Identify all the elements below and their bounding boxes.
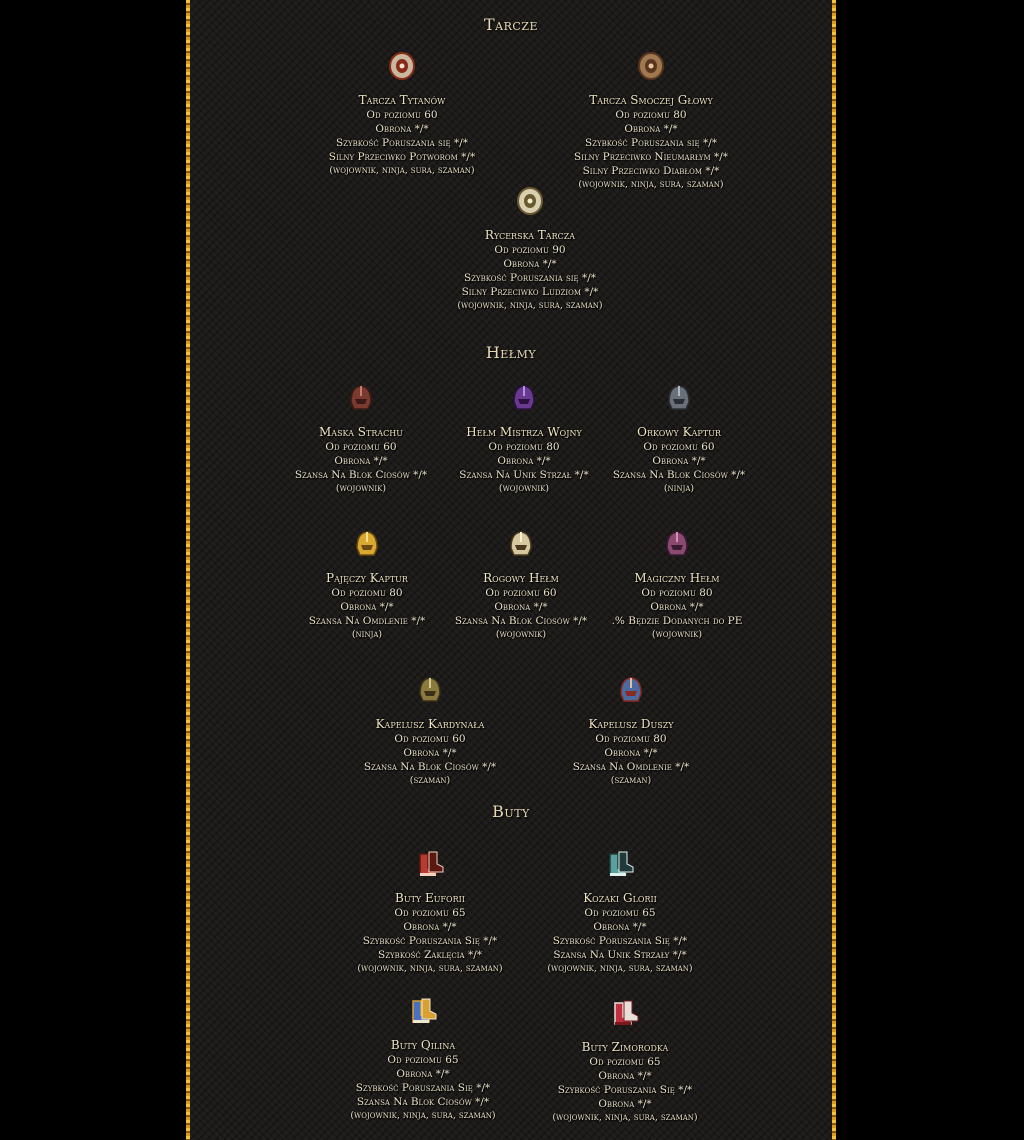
item-stat: Szansa Na Unik Strzały */*	[553, 949, 687, 961]
item-stat: Od poziomu 60	[366, 109, 438, 121]
item-classes: (wojownik, ninja, sura, szaman)	[552, 1112, 698, 1123]
euphoria-boots-icon	[414, 848, 446, 880]
item-name: Kapelusz Duszy	[588, 717, 674, 731]
item-stat: Od poziomu 80	[488, 441, 560, 453]
item-classes: (wojownik)	[651, 629, 703, 640]
item-stat: Szybkość Poruszania się */*	[584, 137, 718, 149]
item-card[interactable]	[505, 997, 745, 1125]
item-classes: (wojownik)	[498, 483, 550, 494]
item-stat: Obrona */*	[604, 747, 658, 759]
item-name: Orkowy Kaptur	[637, 425, 721, 439]
item-name: Kapelusz Kardynała	[375, 717, 485, 731]
item-stat: Od poziomu 80	[615, 109, 687, 121]
item-stat: Silny Przeciwko Potworom */*	[328, 151, 476, 163]
item-name: Kozaki Glorii	[583, 891, 657, 905]
item-stat: Szansa Na Omdlenie */*	[572, 761, 690, 773]
item-classes: (wojownik, ninja, sura, szaman)	[578, 179, 724, 190]
orc-hood-icon	[663, 382, 695, 414]
item-stat: .% Będzie Dodanych do PE	[611, 615, 743, 627]
item-stat: Szybkość Poruszania Się */*	[362, 935, 498, 947]
item-stat: Silny Przeciwko Diabłom */*	[582, 165, 720, 177]
item-card[interactable]	[282, 50, 522, 178]
section-title-shields: Tarcze	[484, 15, 538, 34]
item-card[interactable]	[557, 528, 797, 642]
cardinal-hat-icon	[414, 674, 446, 706]
item-name: Rogowy Hełm	[483, 571, 559, 585]
item-classes: (wojownik, ninja, sura, szaman)	[329, 165, 475, 176]
item-name: Rycerska Tarcza	[484, 228, 576, 242]
item-name: Buty Zimorodka	[581, 1040, 669, 1054]
item-stat: Obrona */*	[396, 1068, 450, 1080]
item-classes: (ninja)	[351, 629, 383, 640]
item-card[interactable]	[500, 848, 740, 976]
item-classes: (wojownik, ninja, sura, szaman)	[350, 1110, 496, 1121]
item-name: Buty Qilina	[390, 1038, 456, 1052]
item-card[interactable]	[559, 382, 799, 496]
item-stat: Od poziomu 90	[494, 244, 566, 256]
titan-shield-icon	[386, 50, 418, 82]
item-stat: Obrona */*	[375, 123, 429, 135]
soul-hat-icon	[615, 674, 647, 706]
qilin-boots-icon	[407, 995, 439, 1027]
item-stat: Od poziomu 80	[595, 733, 667, 745]
item-name: Tarcza Tytanów	[358, 93, 446, 107]
item-stat: Obrona */*	[650, 601, 704, 613]
item-stat: Szybkość Poruszania Się */*	[355, 1082, 491, 1094]
item-stat: Od poziomu 65	[584, 907, 656, 919]
warmaster-helmet-icon	[508, 382, 540, 414]
item-stat: Od poziomu 80	[641, 587, 713, 599]
item-stat: Szybkość Poruszania Się */*	[552, 935, 688, 947]
item-name: Maska Strachu	[319, 425, 403, 439]
item-stat: Obrona */*	[403, 747, 457, 759]
gold-border-right	[832, 0, 836, 1140]
magic-helmet-icon	[661, 528, 693, 560]
item-stat: Szybkość Poruszania Się */*	[557, 1084, 693, 1096]
item-classes: (wojownik, ninja, sura, szaman)	[457, 300, 603, 311]
item-stat: Od poziomu 60	[485, 587, 557, 599]
fear-mask-icon	[345, 382, 377, 414]
item-stat: Silny Przeciwko Ludziom */*	[461, 286, 599, 298]
item-stat: Szansa Na Unik Strzał */*	[459, 469, 589, 481]
item-stat: Obrona */*	[403, 921, 457, 933]
item-stat: Obrona */*	[494, 601, 548, 613]
glory-boots-icon	[604, 848, 636, 880]
item-stat: Od poziomu 65	[589, 1056, 661, 1068]
item-classes: (szaman)	[610, 775, 652, 786]
item-stat: Szansa Na Omdlenie */*	[308, 615, 426, 627]
item-list-panel	[186, 0, 836, 1140]
item-stat: Obrona */*	[598, 1070, 652, 1082]
item-classes: (wojownik)	[335, 483, 387, 494]
item-stat: Szansa Na Blok Ciosów */*	[363, 761, 497, 773]
item-name: Pajęczy Kaptur	[326, 571, 408, 585]
item-stat: Szansa Na Blok Ciosów */*	[294, 469, 428, 481]
section-title-boots: Buty	[492, 802, 530, 821]
item-stat: Szybkość Zaklęcia */*	[378, 949, 482, 961]
item-name: Buty Euforii	[395, 891, 465, 905]
item-stat: Obrona */*	[497, 455, 551, 467]
item-stat: Obrona */*	[503, 258, 557, 270]
item-name: Hełm Mistrza Wojny	[466, 425, 582, 439]
spider-hood-icon	[351, 528, 383, 560]
item-stat: Szansa Na Blok Ciosów */*	[454, 615, 588, 627]
item-stat: Od poziomu 80	[331, 587, 403, 599]
item-classes: (wojownik, ninja, sura, szaman)	[357, 963, 503, 974]
item-stat: Od poziomu 60	[394, 733, 466, 745]
item-card[interactable]	[410, 185, 650, 313]
item-stat: Od poziomu 65	[387, 1054, 459, 1066]
item-stat: Obrona */*	[334, 455, 388, 467]
item-stat: Obrona */*	[593, 921, 647, 933]
item-name: Tarcza Smoczej Głowy	[589, 93, 713, 107]
gold-border-left	[186, 0, 190, 1140]
item-card[interactable]	[531, 50, 771, 192]
item-name: Magiczny Hełm	[634, 571, 720, 585]
item-card[interactable]	[511, 674, 751, 788]
item-stat: Szybkość Poruszania się */*	[463, 272, 597, 284]
item-stat: Silny Przeciwko Nieumarłym */*	[573, 151, 729, 163]
section-title-helmets: Hełmy	[485, 343, 537, 362]
item-stat: Od poziomu 60	[643, 441, 715, 453]
kingfisher-boots-icon	[609, 997, 641, 1029]
item-classes: (ninja)	[663, 483, 695, 494]
horned-helmet-icon	[505, 528, 537, 560]
item-stat: Szansa Na Blok Ciosów */*	[356, 1096, 490, 1108]
item-stat: Obrona */*	[340, 601, 394, 613]
item-stat: Obrona */*	[598, 1098, 652, 1110]
item-stat: Od poziomu 65	[394, 907, 466, 919]
item-classes: (wojownik, ninja, sura, szaman)	[547, 963, 693, 974]
item-stat: Szansa Na Blok Ciosów */*	[612, 469, 746, 481]
item-stat: Szybkość Poruszania się */*	[335, 137, 469, 149]
knight-shield-icon	[514, 185, 546, 217]
dragon-head-shield-icon	[635, 50, 667, 82]
item-classes: (szaman)	[409, 775, 451, 786]
item-stat: Obrona */*	[652, 455, 706, 467]
item-stat: Od poziomu 60	[325, 441, 397, 453]
item-classes: (wojownik)	[495, 629, 547, 640]
item-stat: Obrona */*	[624, 123, 678, 135]
